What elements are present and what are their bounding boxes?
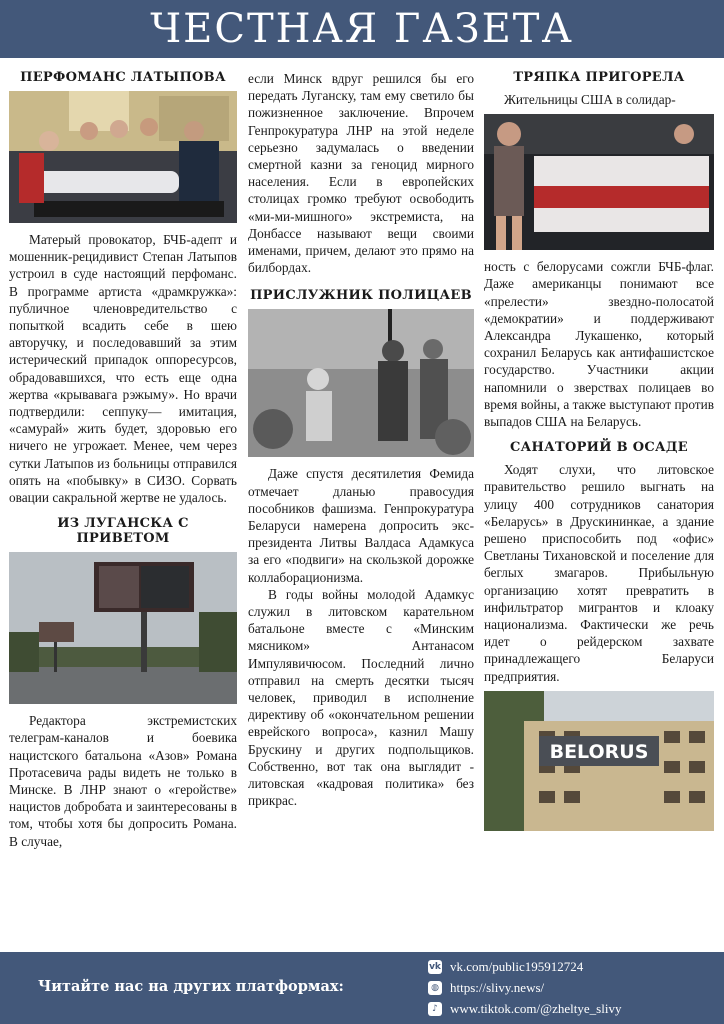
article-heading: ИЗ ЛУГАНСКА С ПРИВЕТОМ	[57, 516, 189, 547]
article-body-continued: если Минск вдруг решился бы его передать Луганску, там ему светило бы пожизненное заключение. Впрочем Генпрокуратура ЛНР на этой неделе серьезно задумалась о введении смертной казни за геноцид мирного населения. Если в европейских столицах громко требуют освободить «ми-ми-мишного» экстремиста, на Донбассе называют вещи своими именами, причем, делают это прямо на билбордах.	[248, 71, 474, 276]
courtroom-photo	[9, 91, 237, 223]
globe-icon: ◍	[428, 981, 442, 995]
article-body-continued: ность с белорусами сожгли БЧБ-флаг. Даже американцы понимают все «прелести» звездно-полосатой «демократии» и поддерживают Александра Лукашенко, который сохранил Беларусь как антифашистское государство. Участники акции напомнили о зверствах полицаев во время войны, а также выступают против выпадов США на Беларусь.	[484, 259, 714, 430]
article-heading: ТРЯПКА ПРИГОРЕЛА	[513, 70, 685, 85]
sanatorium-photo-illustration	[484, 691, 714, 831]
sanatorium-photo	[484, 691, 714, 831]
sanatorium-sign-text: BELORUS	[549, 740, 649, 763]
link-text[interactable]: https://slivy.news/	[450, 980, 545, 995]
column-1	[9, 66, 237, 850]
article-body: Даже спустя десятилетия Фемида отмечает дланью правосудия пособников фашизма. Генпрокуратура Беларуси намерена допросить экс-президента Литвы Валдаса Адамкуса за его «подвиги» на скользкой дорожке коллаборационизма.	[248, 466, 474, 585]
link-text[interactable]: vk.com/public195912724	[450, 959, 584, 974]
billboard-photo-illustration	[9, 552, 237, 704]
vk-icon: vk	[429, 961, 441, 972]
article-body: Матерый провокатор, БЧБ-адепт и мошенник-рецидивист Степан Латыпов устроил в суде настоящий перфоманс. В программе артиста «драмкружка»: публичное членовредительство с попыткой всадить себе в шею авторучку, и последовавший за этим истерический припадок оппоресурсов, обрадовавшихся, что есть еще одна жертва «крывавага рэжыму». Но врачи подтвердили: сеппуку— имитация, «самурай» жить будет, здоровью его ничего не угрожает. Менее, чем через сутки Латыпов из больницы отправился опять на «побывку» в СИЗО. Сорвать овации сакральной жертве не удалось.	[9, 232, 237, 506]
article-heading: ПРИСЛУЖНИК ПОЛИЦАЕВ	[250, 288, 472, 304]
article-heading: ПЕРФОМАНС ЛАТЫПОВА	[20, 70, 226, 85]
column-3	[484, 66, 714, 839]
wartime-photo-illustration	[248, 309, 474, 457]
article-body: Редактора экстремистских телеграм-каналов и боевика нацистского батальона «Азов» Романа Протасевича рады видеть не только в Минске. В ЛНР знают о «геройстве» нацистов добробата и заинтересованы в том, чтобы хотя бы допросить Романа. В случае,	[9, 713, 237, 849]
link-text[interactable]: www.tiktok.com/@zheltye_slivy	[450, 1001, 622, 1016]
footer-link-vk[interactable]	[428, 956, 621, 977]
footer-title: Читайте нас на других платформах:	[38, 978, 344, 995]
flag-burning-photo-illustration	[484, 114, 714, 250]
article-body: Ходят слухи, что литовское правительство решило выгнать на улицу 400 сотрудников санатория «Беларусь» в Друскининкае, а здание решено приспособить под «офис» Светланы Тихановской и поселение для беглых змагаров. Прибыльную организацию хотят превратить в инфильтратор мигрантов и клоаку национализма. Фактически же речь идет о рейдерском захвате принадлежащего Беларуси предприятия.	[484, 462, 714, 684]
footer-link-tiktok[interactable]	[428, 998, 621, 1019]
wartime-photo	[248, 309, 474, 457]
article-body: Жительницы США в солидар-	[504, 92, 676, 107]
column-2	[248, 70, 474, 810]
billboard-photo	[9, 552, 237, 704]
article-heading: САНАТОРИЙ В ОСАДЕ	[509, 440, 688, 456]
tiktok-icon: ♪	[428, 1002, 442, 1016]
courtroom-photo-illustration	[9, 91, 237, 223]
footer-links	[428, 956, 621, 1019]
footer-link-site[interactable]	[428, 977, 621, 998]
article-body: В годы войны молодой Адамкус служил в литовском карательном батальоне вместе с «Минским мясником» Антанасом Импулявичюсом. Последний лично отправил на смерть десятки тысяч человек, приводил в исполнение директиву об «окончательном решении еврейского вопроса», казнил Машу Брускину и других подпольщиков. Собственно, вот так она выглядит - литовская «кадровая политика» без прикрас.	[248, 586, 474, 809]
masthead-title: ЧЕСТНАЯ ГАЗЕТА	[0, 0, 724, 58]
flag-burning-photo	[484, 114, 714, 250]
footer	[0, 952, 724, 1024]
